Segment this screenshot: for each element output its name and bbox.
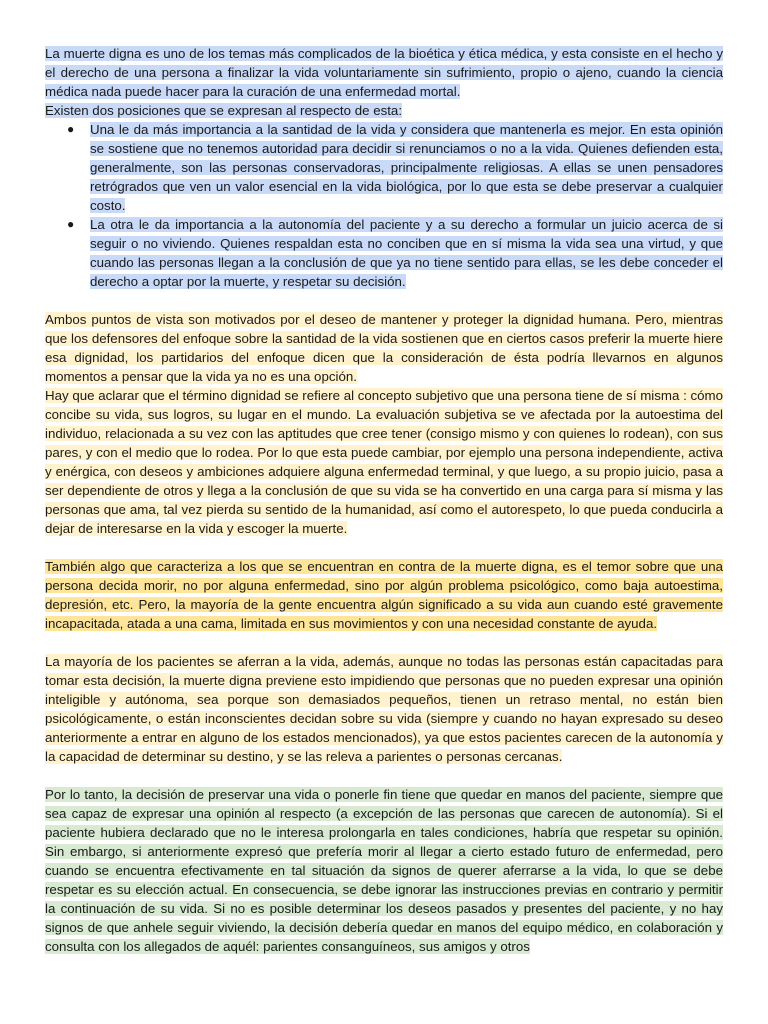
conclusion-paragraph-text: Por lo tanto, la decisión de preservar una vida o ponerle fin tiene que quedar en manos del paciente, siempre que sea capaz de expresar una opinión al respecto (a excepción de las personas que carecen de autonomía). Si el paciente hubiera declarado que no le interesa prolongarla en tales condiciones, habría que respetar su opinión. Sin embargo, si anteriormente expresó que prefería morir al llegar a cierto estado futuro de enfermedad, pero cuando se encuentra efectivamente en tal situación da signos de querer aferrarse a la vida, lo que se debe respetar es su elección actual. En consecuencia, se debe ignorar las instrucciones previas en contrario y permitir la continuación de su vida. Si no es posible determinar los deseos pasados y presentes del paciente, y no hay signos de que anhele seguir viviendo, la decisión debería quedar en manos del equipo médico, en colaboración y consulta con los allegados de aquél: parientes consanguíneos, sus amigos y otros — [45, 787, 723, 954]
intro-paragraph-text: La muerte digna es uno de los temas más complicados de la bioética y ética médica, y esta consiste en el hecho y el derecho de una persona a finalizar la vida voluntariamente sin sufrimiento, propio o ajeno, cuando la ciencia médica nada puede hacer para la curación de una enfermedad mortal. — [45, 46, 723, 99]
list-item — [45, 120, 723, 215]
dignity-paragraph — [45, 310, 723, 386]
paragraph-spacer — [45, 633, 723, 652]
intro-paragraph — [45, 44, 723, 101]
dignity-paragraph-text: Ambos puntos de vista son motivados por el deseo de mantener y proteger la dignidad humana. Pero, mientras que los defensores del enfoque sobre la santidad de la vida sostienen que en ciertos casos preferir la muerte hiere esa dignidad, los partidarios del enfoque dicen que la consideración de ésta podría llevarnos en algunos momentos a pensar que la vida ya no es una opción. — [45, 312, 723, 384]
positions-list — [45, 120, 723, 291]
list-item — [45, 215, 723, 291]
dignity-definition-paragraph — [45, 386, 723, 538]
opposition-paragraph-text: También algo que caracteriza a los que se encuentran en contra de la muerte digna, es el temor sobre que una persona decida morir, no por alguna enfermedad, sino por algún problema psicológico, como baja autoestima, depresión, etc. Pero, la mayoría de la gente encuentra algún significado a su vida aun cuando esté gravemente incapacitada, atada a una cama, limitada en sus movimientos y con una necesidad constante de ayuda. — [45, 559, 723, 631]
patients-paragraph-text: La mayoría de los pacientes se aferran a la vida, además, aunque no todas las personas están capacitadas para tomar esta decisión, la muerte digna previene esto impidiendo que personas que no pueden expresar una opinión inteligible y autónoma, sea porque son demasiados pequeños, tienen un retraso mental, no están bien psicológicamente, o están inconscientes decidan sobre su vida (siempre y cuando no hayan expresado su deseo anteriormente a entrar en alguno de los estados mencionados), ya que estos pacientes carecen de la autonomía y la capacidad de determinar su destino, y se las releva a parientes o personas cercanas. — [45, 654, 723, 764]
list-item-text: La otra le da importancia a la autonomía del paciente y a su derecho a formular un juicio acerca de si seguir o no viviendo. Quienes respaldan esta no conciben que en sí misma la vida sea una virtud, y que cuando las personas llegan a la conclusión de que ya no tiene sentido para ellas, se les debe conceder el derecho a optar por la muerte, y respetar su decisión. — [90, 217, 723, 289]
paragraph-spacer — [45, 538, 723, 557]
paragraph-spacer — [45, 766, 723, 785]
opposition-paragraph — [45, 557, 723, 633]
patients-paragraph — [45, 652, 723, 766]
dignity-definition-text: Hay que aclarar que el término dignidad se refiere al concepto subjetivo que una persona tiene de sí misma : cómo concibe su vida, sus logros, su lugar en el mundo. La evaluación subjetiva se ve afectada por la autoestima del individuo, relacionada a su vez con las aptitudes que cree tener (consigo mismo y con quienes lo rodean), con sus pares, y con el medio que lo rodea. Por lo que esta puede cambiar, por ejemplo una persona independiente, activa y enérgica, con deseos y ambiciones adquiere alguna enfermedad terminal, y que luego, a su propio juicio, pasa a ser dependiente de otros y llega a la conclusión de que su vida se ha convertido en una carga para sí misma y las personas que ama, tal vez pierda su sentido de la humanidad, así como el autorespeto, lo que pueda conducirla a dejar de interesarse en la vida y escoger la muerte. — [45, 388, 723, 536]
positions-lead-paragraph — [45, 101, 723, 120]
bullet-icon: ● — [67, 217, 75, 231]
conclusion-paragraph — [45, 785, 723, 956]
paragraph-spacer — [45, 291, 723, 310]
positions-lead-text: Existen dos posiciones que se expresan al respecto de esta: — [45, 103, 403, 118]
bullet-icon: ● — [67, 122, 75, 136]
list-item-text: Una le da más importancia a la santidad de la vida y considera que mantenerla es mejor. En esta opinión se sostiene que no tenemos autoridad para decidir si renunciamos o no a la vida. Quienes defienden esta, generalmente, son las personas conservadoras, principalmente religiosas. A ellas se unen pensadores retrógrados que ven un valor esencial en la vida biológica, por lo que esta se debe preservar a cualquier costo. — [90, 122, 723, 213]
document-page — [45, 44, 723, 956]
